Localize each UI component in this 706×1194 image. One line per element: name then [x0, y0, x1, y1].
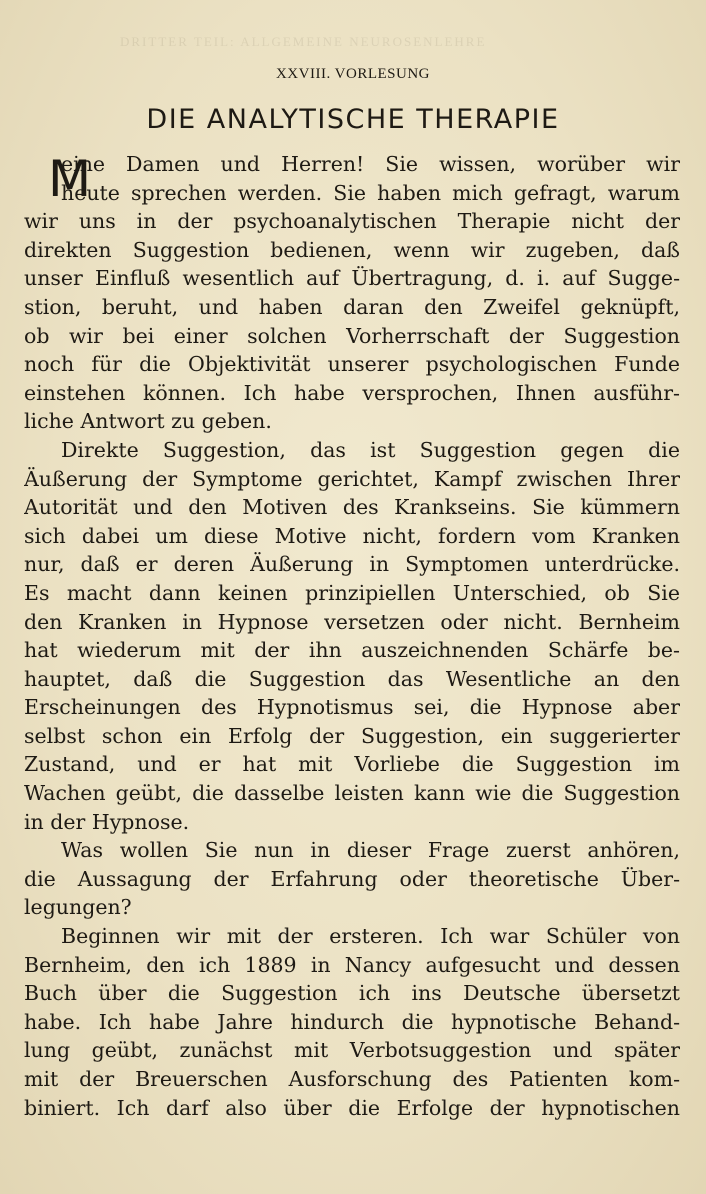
text-line: legungen? — [24, 895, 132, 920]
text-line: selbst schon ein Erfolg der Suggestion, ein suggerierter — [24, 723, 680, 748]
text-line: heute sprechen werden. Sie haben mich gefragt, warum — [61, 180, 680, 205]
text-line: biniert. Ich darf also über die Erfolge der hypnotischen — [24, 1095, 680, 1120]
text-line: Erscheinungen des Hypnotismus sei, die Hypnose aber — [24, 695, 680, 720]
text-line: unser Einfluß wesentlich auf Übertragung, d. i. auf Sugge- — [24, 266, 680, 291]
text-line: sich dabei um diese Motive nicht, fordern vom Kranken — [24, 523, 680, 548]
text-line: Es macht dann keinen prinzipiellen Unterschied, ob Sie — [24, 580, 680, 605]
text-line: Äußerung der Symptome gerichtet, Kampf zwischen Ihrer — [24, 466, 680, 491]
body-text — [24, 150, 680, 1122]
text-line: Beginnen wir mit der ersteren. Ich war Schüler von — [61, 924, 680, 949]
text-line: Was wollen Sie nun in dieser Frage zuerst anhören, — [61, 838, 680, 863]
text-line: Bernheim, den ich 1889 in Nancy aufgesucht und dessen — [24, 952, 680, 977]
text-line: Autorität und den Motiven des Krankseins. Sie kümmern — [24, 495, 680, 520]
drop-cap: M — [48, 150, 92, 208]
text-line: die Aussagung der Erfahrung oder theoretische Über- — [24, 866, 680, 891]
text-line: einstehen können. Ich habe versprochen, Ihnen ausführ- — [24, 380, 680, 405]
text-line: Direkte Suggestion, das ist Suggestion gegen die — [61, 437, 680, 462]
text-line: Wachen geübt, die dasselbe leisten kann wie die Suggestion — [24, 781, 680, 806]
text-line: mit der Breuerschen Ausforschung des Patienten kom- — [24, 1067, 680, 1091]
text-line: liche Antwort zu geben. — [24, 409, 272, 434]
text-line: hat wiederum mit der ihn auszeichnenden Schärfe be- — [24, 638, 680, 663]
chapter-title: DIE ANALYTISCHE THERAPIE — [146, 104, 560, 135]
text-line: hauptet, daß die Suggestion das Wesentliche an den — [24, 666, 680, 691]
text-line: in der Hypnose. — [24, 809, 190, 834]
text-line: eine Damen und Herren! Sie wissen, worüber wir — [61, 152, 680, 176]
text-line: direkten Suggestion bedienen, wenn wir zugeben, daß — [24, 237, 680, 262]
text-line: wir uns in der psychoanalytischen Therapie nicht der — [24, 209, 680, 234]
text-line: Buch über die Suggestion ich ins Deutsche übersetzt — [24, 981, 680, 1006]
running-header: XXVIII. VORLESUNG — [275, 66, 431, 82]
text-line: nur, daß er deren Äußerung in Symptomen unterdrücke. — [24, 552, 680, 577]
bleed-through-header: DRITTER TEIL: ALLGEMEINE NEUROSENLEHRE — [120, 34, 487, 49]
text-line: habe. Ich habe Jahre hindurch die hypnotische Behand- — [24, 1009, 680, 1034]
text-line: noch für die Objektivität unserer psychologischen Funde — [24, 352, 680, 377]
text-line: ob wir bei einer solchen Vorherrschaft der Suggestion — [24, 323, 680, 348]
text-line: Zustand, und er hat mit Vorliebe die Suggestion im — [24, 752, 680, 777]
text-line: den Kranken in Hypnose versetzen oder nicht. Bernheim — [24, 609, 680, 634]
text-line: stion, beruht, und haben daran den Zweifel geknüpft, — [24, 294, 680, 319]
text-line: lung geübt, zunächst mit Verbotsuggestion und später — [24, 1038, 680, 1063]
